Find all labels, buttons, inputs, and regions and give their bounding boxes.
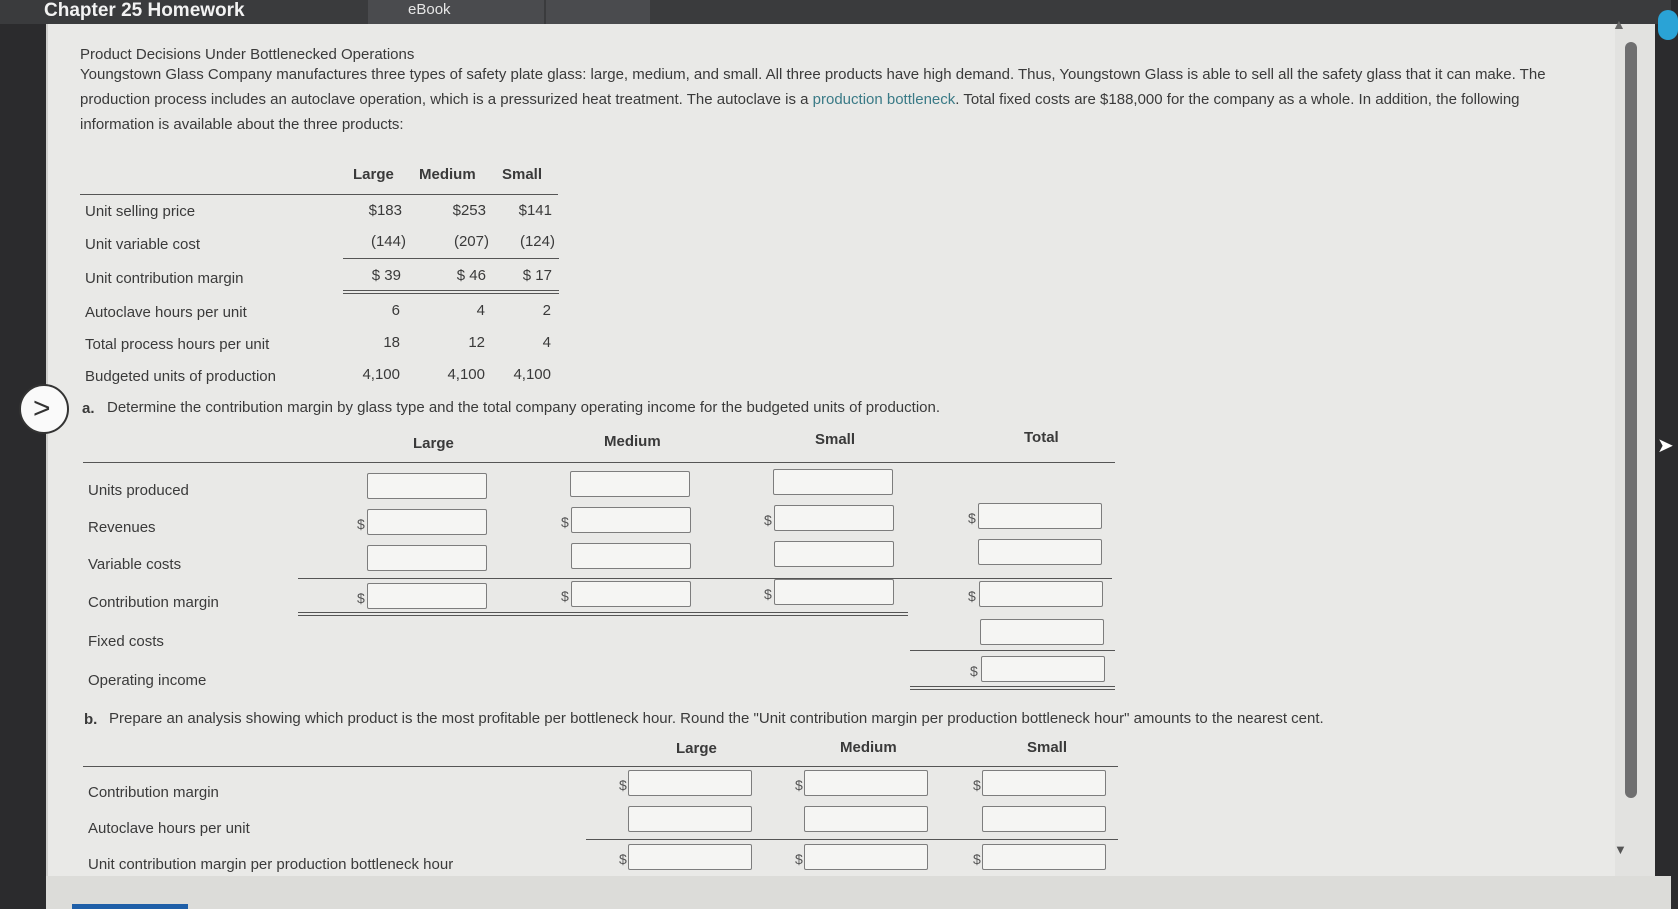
currency-sign: $ bbox=[973, 777, 981, 793]
revenues-small-input[interactable] bbox=[774, 505, 894, 531]
scroll-down-icon[interactable]: ▼ bbox=[1614, 842, 1627, 857]
currency-sign: $ bbox=[561, 514, 569, 530]
info-subtotal-rule bbox=[343, 258, 559, 259]
intro-text-2: . Total fixed costs are $188,000 for the company as a whole. In addition, the following information is available about the three products: bbox=[80, 91, 1520, 133]
fixed-costs-total-input[interactable] bbox=[980, 619, 1104, 645]
bottom-button[interactable] bbox=[72, 904, 188, 909]
tab-ebook[interactable] bbox=[368, 0, 544, 24]
units-produced-medium-input[interactable] bbox=[570, 471, 690, 497]
intro-text-1: Youngstown Glass Company manufactures three types of safety plate glass: large, medium, and small. All three products have high demand. Thus, Youngstown Glass is able to sell all the safety glass that it can make. The production process includes an autoclave operation, which is a pressurized heat treatment. The autoclave is a bbox=[80, 66, 1546, 108]
info-cell: $253 bbox=[452, 202, 486, 219]
currency-sign: $ bbox=[619, 777, 627, 793]
part-a-prompt: Determine the contribution margin by glass type and the total company operating income for the budgeted units of production. bbox=[107, 399, 940, 416]
part-a-row-label: Units produced bbox=[88, 482, 189, 499]
currency-sign: $ bbox=[764, 512, 772, 528]
info-cell: 18 bbox=[383, 334, 400, 351]
part-a-row-label: Operating income bbox=[88, 672, 207, 689]
b-contribution-margin-small-input[interactable] bbox=[982, 770, 1106, 796]
b-contribution-margin-medium-input[interactable] bbox=[804, 770, 928, 796]
part-b-header-rule bbox=[83, 766, 1118, 767]
assignment-title: Chapter 25 Homework bbox=[44, 0, 245, 21]
part-b-row-label: Autoclave hours per unit bbox=[88, 820, 250, 837]
currency-sign: $ bbox=[968, 510, 976, 526]
info-row-label: Unit variable cost bbox=[85, 236, 201, 253]
contribution-margin-medium-input[interactable] bbox=[571, 581, 691, 607]
variable-costs-total-input[interactable] bbox=[978, 539, 1102, 565]
part-a-col-medium: Medium bbox=[604, 433, 661, 450]
chevron-right-icon: > bbox=[33, 392, 51, 425]
part-a-header-rule bbox=[83, 462, 1115, 463]
info-col-medium: Medium bbox=[419, 166, 476, 183]
scrollbar-thumb[interactable] bbox=[1625, 42, 1637, 798]
currency-sign: $ bbox=[968, 588, 976, 604]
part-b-rule bbox=[586, 839, 1118, 840]
b-ucm-per-hour-large-input[interactable] bbox=[628, 844, 752, 870]
info-cell: 4,100 bbox=[362, 366, 400, 383]
info-cell: 6 bbox=[391, 302, 400, 319]
currency-sign: $ bbox=[973, 851, 981, 867]
term-production-bottleneck[interactable]: production bottleneck bbox=[812, 91, 956, 108]
variable-costs-large-input[interactable] bbox=[367, 545, 487, 571]
variable-costs-small-input[interactable] bbox=[774, 541, 894, 567]
part-b-row-label: Contribution margin bbox=[88, 784, 219, 801]
scroll-up-icon[interactable]: ▲ bbox=[1612, 16, 1626, 32]
info-cell: 4 bbox=[476, 302, 485, 319]
info-cell: 4 bbox=[542, 334, 551, 351]
b-ucm-per-hour-medium-input[interactable] bbox=[804, 844, 928, 870]
part-a-row-label: Contribution margin bbox=[88, 594, 219, 611]
info-row-label: Unit selling price bbox=[85, 203, 196, 220]
currency-sign: $ bbox=[795, 851, 803, 867]
part-a-cm-rule bbox=[298, 578, 1112, 579]
revenues-large-input[interactable] bbox=[367, 509, 487, 535]
b-autoclave-hours-medium-input[interactable] bbox=[804, 806, 928, 832]
currency-sign: $ bbox=[619, 851, 627, 867]
currency-sign: $ bbox=[357, 590, 365, 606]
part-a-col-total: Total bbox=[1024, 429, 1059, 446]
b-autoclave-hours-small-input[interactable] bbox=[982, 806, 1106, 832]
problem-heading: Product Decisions Under Bottlenecked Operations bbox=[80, 46, 415, 63]
info-cell: $ 46 bbox=[456, 267, 486, 284]
part-a-row-label: Variable costs bbox=[88, 556, 182, 573]
bottom-toolbar bbox=[46, 876, 1671, 909]
part-a-row-label: Fixed costs bbox=[88, 633, 164, 650]
info-double-rule-bottom bbox=[343, 293, 559, 294]
currency-sign: $ bbox=[970, 663, 978, 679]
info-cell: $ 39 bbox=[371, 267, 401, 284]
info-cell: (144) bbox=[370, 233, 406, 250]
next-question-button[interactable] bbox=[19, 384, 69, 434]
info-double-rule-top bbox=[343, 290, 559, 291]
info-cell: (124) bbox=[519, 233, 555, 250]
units-produced-small-input[interactable] bbox=[773, 469, 893, 495]
currency-sign: $ bbox=[357, 516, 365, 532]
info-cell: 4,100 bbox=[447, 366, 485, 383]
info-col-large: Large bbox=[353, 166, 394, 183]
part-a-cm-double-rule-bottom bbox=[298, 615, 908, 616]
currency-sign: $ bbox=[764, 586, 772, 602]
info-header-rule bbox=[80, 194, 558, 195]
content-panel bbox=[46, 24, 1628, 876]
info-col-small: Small bbox=[502, 166, 543, 183]
top-bar bbox=[0, 0, 1671, 24]
part-b-col-small: Small bbox=[1027, 739, 1068, 756]
info-cell: $183 bbox=[368, 202, 402, 219]
tab-ebook-label: eBook bbox=[408, 1, 451, 18]
part-a-oi-double-rule-top bbox=[910, 686, 1115, 687]
revenues-total-input[interactable] bbox=[978, 503, 1102, 529]
contribution-margin-large-input[interactable] bbox=[367, 583, 487, 609]
part-a-oi-rule bbox=[910, 650, 1115, 651]
part-a-cm-double-rule-top bbox=[298, 612, 908, 613]
problem-intro bbox=[80, 62, 1590, 137]
info-cell: (207) bbox=[453, 233, 489, 250]
part-a-row-label: Revenues bbox=[88, 519, 156, 536]
info-row-label: Budgeted units of production bbox=[85, 368, 276, 385]
b-contribution-margin-large-input[interactable] bbox=[628, 770, 752, 796]
part-b-col-large: Large bbox=[676, 740, 717, 757]
revenues-medium-input[interactable] bbox=[571, 507, 691, 533]
part-b-letter: b. bbox=[84, 711, 98, 728]
operating-income-total-input[interactable] bbox=[981, 656, 1105, 682]
info-row-label: Autoclave hours per unit bbox=[85, 304, 247, 321]
cursor-icon: ➤ bbox=[1657, 435, 1674, 457]
part-b-prompt: Prepare an analysis showing which product is the most profitable per bottleneck hour. Round the "Unit contribution margin per production bottleneck hour" amounts to the nearest cent. bbox=[109, 710, 1324, 727]
part-b-col-medium: Medium bbox=[840, 739, 897, 756]
info-cell: $141 bbox=[518, 202, 552, 219]
app-edge-icon[interactable] bbox=[1658, 10, 1678, 40]
tab-blank[interactable] bbox=[546, 0, 650, 24]
info-cell: 2 bbox=[542, 302, 551, 319]
part-a-oi-double-rule-bottom bbox=[910, 689, 1115, 690]
part-a-col-small: Small bbox=[815, 431, 856, 448]
info-row-label: Total process hours per unit bbox=[85, 336, 270, 353]
part-a-letter: a. bbox=[82, 400, 95, 417]
currency-sign: $ bbox=[561, 588, 569, 604]
info-cell: 4,100 bbox=[513, 366, 551, 383]
info-row-label: Unit contribution margin bbox=[85, 270, 244, 287]
part-a-col-large: Large bbox=[413, 435, 454, 452]
b-autoclave-hours-large-input[interactable] bbox=[628, 806, 752, 832]
info-cell: 12 bbox=[468, 334, 485, 351]
contribution-margin-small-input[interactable] bbox=[774, 579, 894, 605]
b-ucm-per-hour-small-input[interactable] bbox=[982, 844, 1106, 870]
units-produced-large-input[interactable] bbox=[367, 473, 487, 499]
contribution-margin-total-input[interactable] bbox=[979, 581, 1103, 607]
part-b-row-label: Unit contribution margin per production bottleneck hour bbox=[88, 856, 454, 873]
variable-costs-medium-input[interactable] bbox=[571, 543, 691, 569]
currency-sign: $ bbox=[795, 777, 803, 793]
info-cell: $ 17 bbox=[522, 267, 552, 284]
